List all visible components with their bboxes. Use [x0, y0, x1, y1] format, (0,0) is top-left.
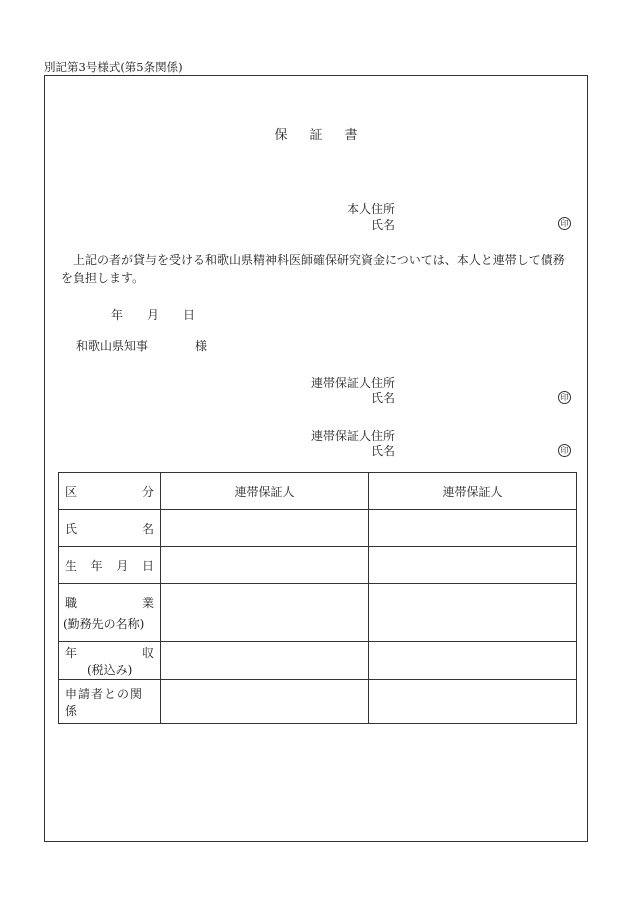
row-label-relation: 申請者との関係 [59, 680, 161, 724]
addressee-name: 和歌山県知事 [76, 339, 149, 353]
guarantor2-name-label: 氏名 [371, 444, 396, 458]
applicant-name-label: 氏名 [371, 218, 396, 232]
applicant-address-label: 本人住所 [347, 202, 396, 216]
guarantor1-birthdate-cell[interactable] [161, 547, 369, 584]
date-day-label: 日 [183, 308, 196, 322]
guarantor1-relation-cell[interactable] [161, 680, 369, 724]
date-month-label: 月 [147, 308, 160, 322]
addressee-honorific: 様 [195, 339, 208, 353]
guarantor2-column-header: 連帯保証人 [369, 473, 577, 510]
guarantor2-birthdate-cell[interactable] [369, 547, 577, 584]
guarantor1-address-label: 連帯保証人住所 [311, 376, 396, 390]
row-label-name: 氏 名 [59, 510, 161, 547]
date-year-label: 年 [111, 308, 124, 322]
form-frame [44, 75, 588, 842]
guarantor1-seal-icon: 印 [558, 389, 571, 404]
guarantor2-address-label: 連帯保証人住所 [311, 429, 396, 443]
table-row-income [59, 642, 577, 680]
category-header: 区 分 [59, 473, 161, 510]
guarantor2-name-cell[interactable] [369, 510, 577, 547]
guarantor1-income-cell[interactable] [161, 642, 369, 680]
guarantor1-column-header: 連帯保証人 [161, 473, 369, 510]
guarantor2-occupation-cell[interactable] [369, 584, 577, 642]
applicant-seal-icon: 印 [558, 215, 571, 230]
table-row-relation [59, 680, 577, 724]
form-number-note: 別記第3号様式(第5条関係) [44, 60, 183, 74]
guarantor1-name-cell[interactable] [161, 510, 369, 547]
guarantor-info-table [58, 472, 577, 724]
document-title: 保証書 [274, 128, 380, 143]
table-row-name [59, 510, 577, 547]
guarantee-statement: 上記の者が貸与を受ける和歌山県精神科医師確保研究資金については、本人と連帯して債務を負担します。 [61, 253, 565, 285]
table-row-occupation [59, 584, 577, 642]
row-label-birthdate: 生 年 月 日 [59, 547, 161, 584]
row-label-income: 年 収 (税込み) [59, 642, 161, 680]
guarantor1-occupation-cell[interactable] [161, 584, 369, 642]
guarantor2-income-cell[interactable] [369, 642, 577, 680]
guarantor1-name-label: 氏名 [371, 391, 396, 405]
row-label-occupation: 職 業 (勤務先の名称) [59, 584, 161, 642]
guarantor2-relation-cell[interactable] [369, 680, 577, 724]
guarantor2-seal-icon: 印 [558, 442, 571, 457]
table-header-row [59, 473, 577, 510]
table-row-birthdate [59, 547, 577, 584]
